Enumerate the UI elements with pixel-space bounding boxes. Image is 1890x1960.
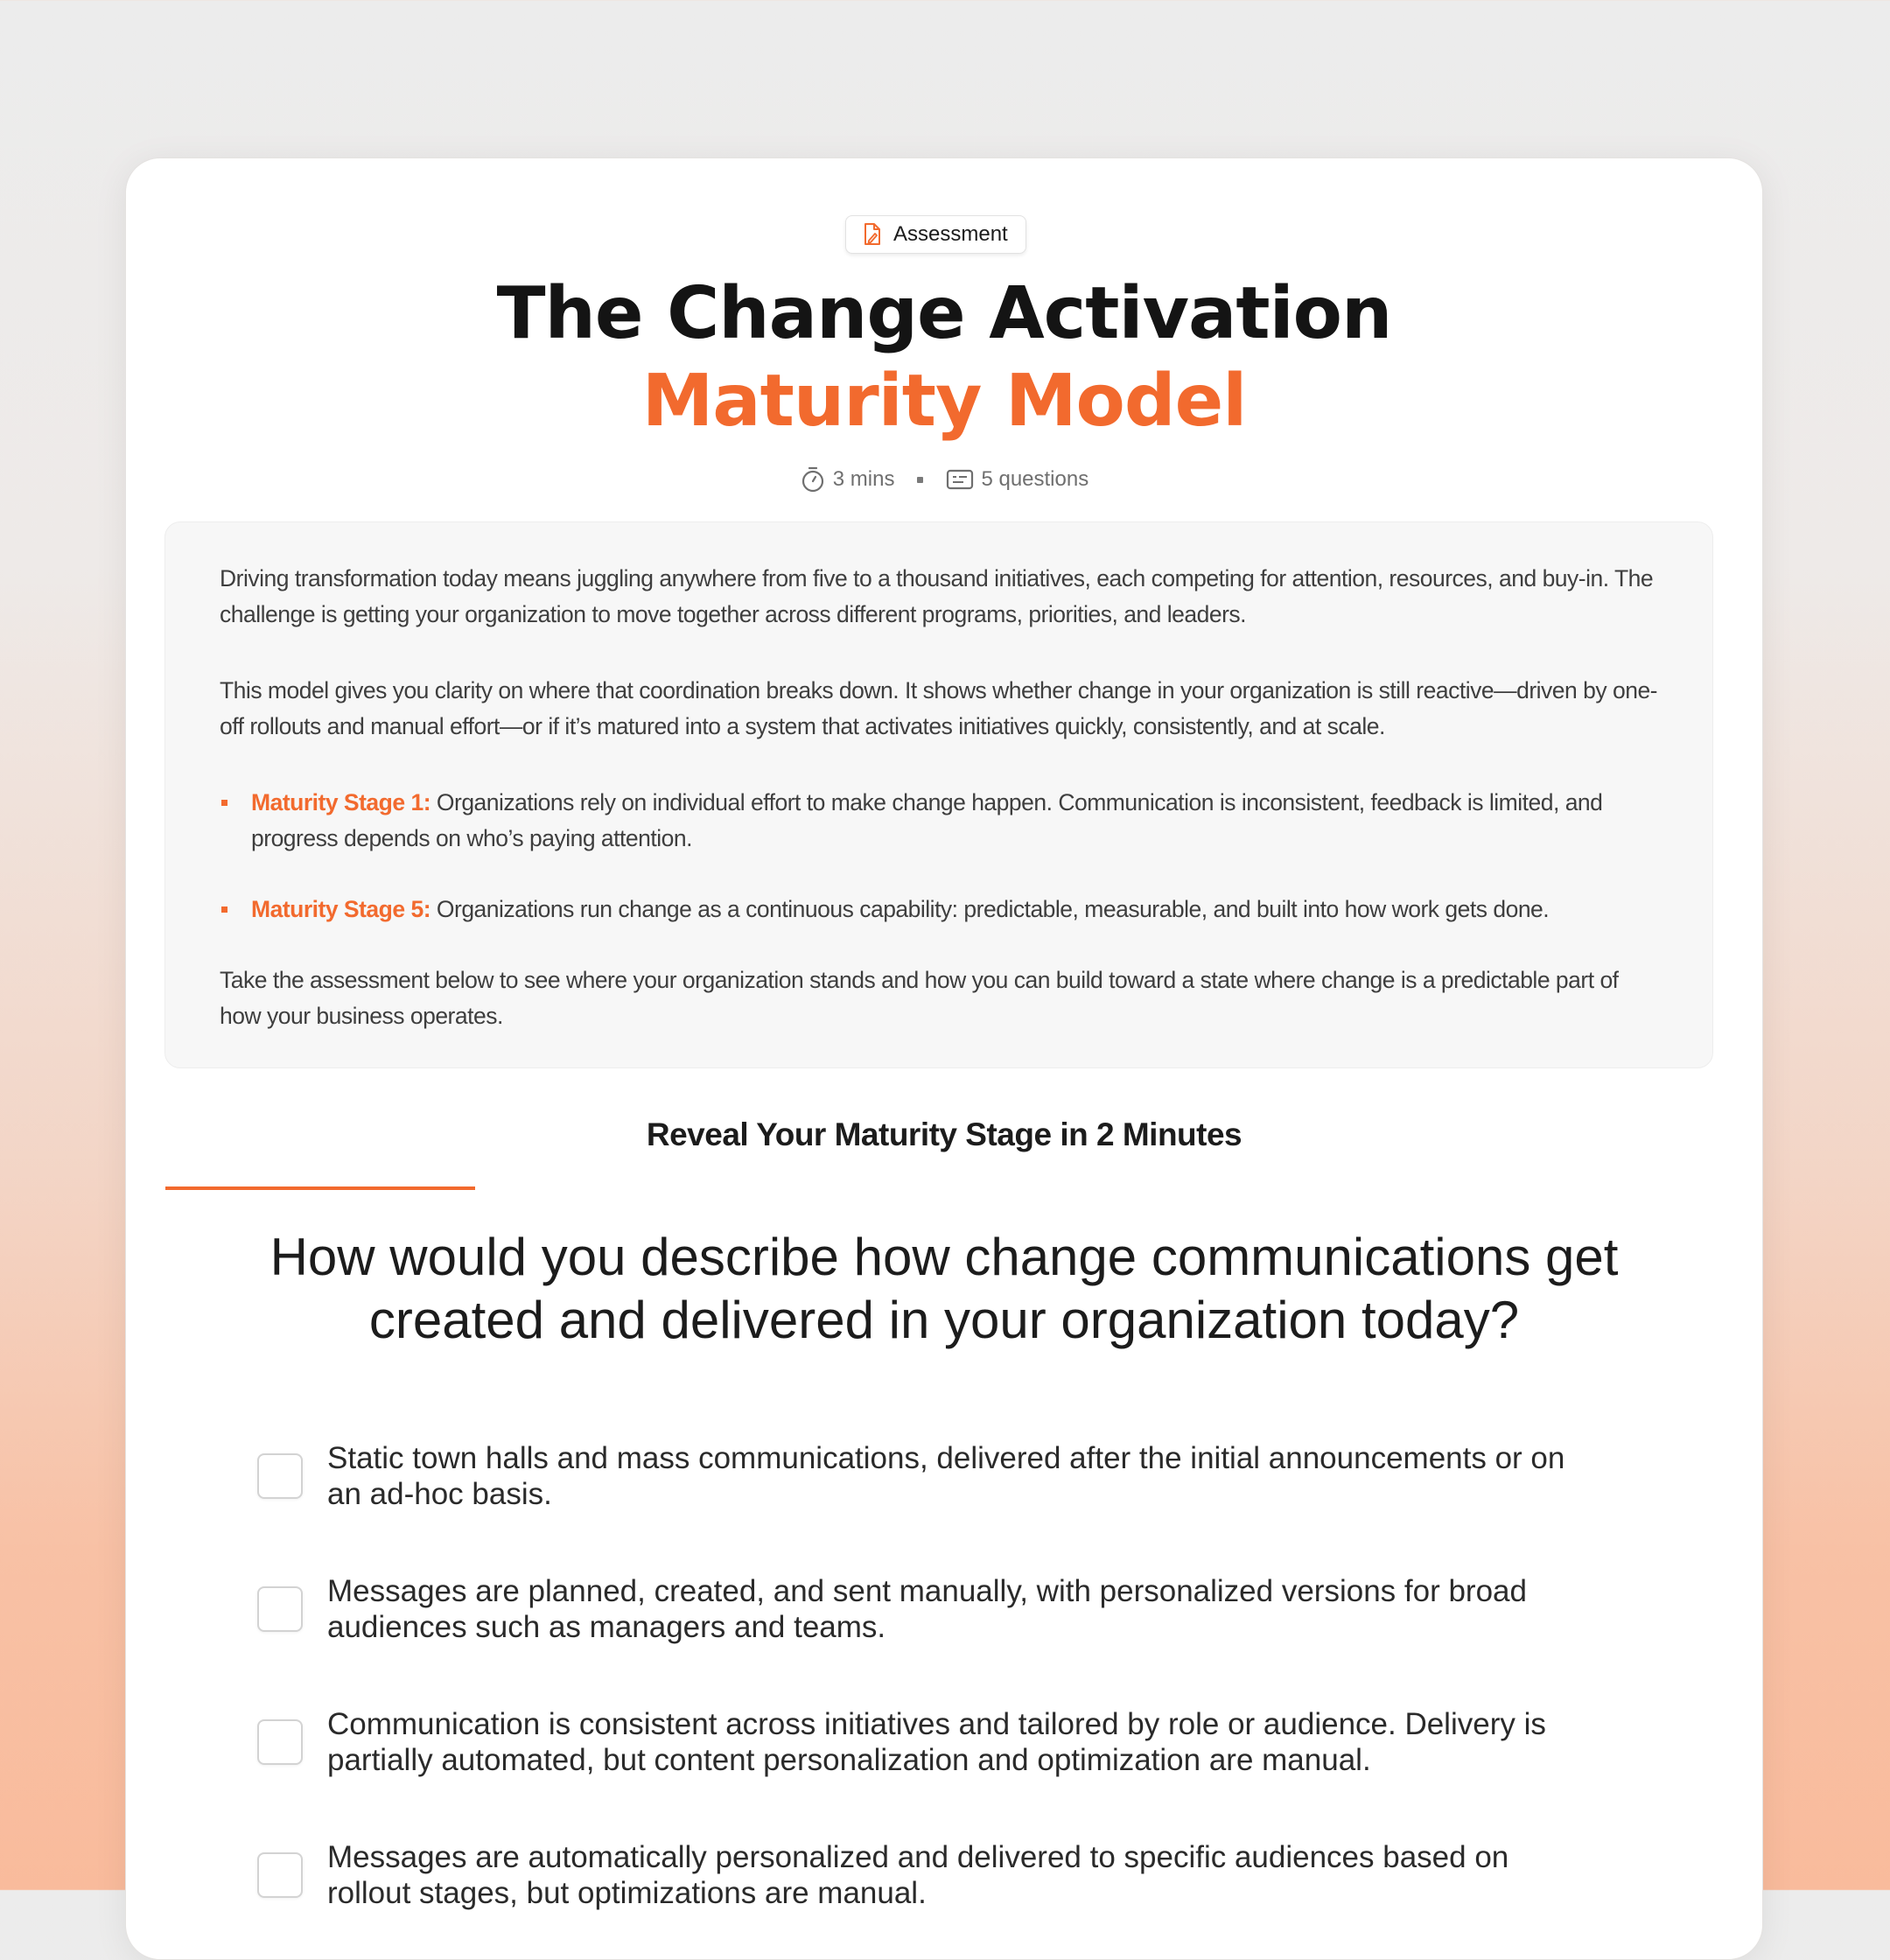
answer-option-text: Communication is consistent across initiatives and tailored by role or audience. Delivery is partially automated, but content personalization and optimization are manual.: [327, 1707, 1546, 1777]
quiz-progress-fill: [165, 1186, 475, 1190]
stage-item-1: [220, 785, 1662, 857]
answer-option-1[interactable]: [257, 1410, 1710, 1543]
meta-separator: [917, 477, 923, 483]
answer-checkbox[interactable]: [257, 1453, 303, 1499]
stopwatch-icon: [800, 466, 826, 494]
intro-panel: [164, 522, 1713, 1068]
quiz-progress-bar: [165, 1186, 1714, 1190]
duration-meta: [800, 466, 895, 494]
assessment-meta: [126, 462, 1762, 497]
intro-paragraph-2: This model gives you clarity on where that coordination breaks down. It shows whether change in your organization is still reactive—driven by one-off rollouts and manual effort—or if it’s matured into a system that activates initiatives quickly, consistently, and at scale.: [220, 677, 1658, 739]
title-line-2: Maturity Model: [641, 360, 1247, 443]
answer-options: [257, 1410, 1710, 1942]
document-pen-icon: [862, 222, 883, 247]
stage-item-5: [220, 892, 1662, 928]
answer-checkbox[interactable]: [257, 1852, 303, 1898]
stage-5-text: Organizations run change as a continuous capability: predictable, measurable, and built into how work gets done.: [430, 896, 1550, 922]
answer-checkbox[interactable]: [257, 1586, 303, 1632]
answer-option-text: Messages are automatically personalized and delivered to specific audiences based on rollout stages, but optimizations are manual.: [327, 1840, 1509, 1910]
assessment-card: [125, 158, 1763, 1960]
duration-text: 3 mins: [832, 467, 895, 491]
question-list-icon: [946, 468, 974, 491]
answer-option-2[interactable]: [257, 1543, 1710, 1676]
assessment-badge: [845, 215, 1026, 254]
stage-5-label: Maturity Stage 5:: [251, 896, 431, 922]
answer-checkbox[interactable]: [257, 1719, 303, 1765]
page-title: [126, 270, 1762, 445]
bullet-square-icon: [221, 800, 228, 806]
answer-option-text: Messages are planned, created, and sent manually, with personalized versions for broad audiences such as managers and teams.: [327, 1574, 1527, 1644]
questions-meta: [946, 467, 1088, 492]
stage-list: [220, 785, 1662, 928]
answer-option-4[interactable]: [257, 1809, 1710, 1942]
answer-option-3[interactable]: [257, 1676, 1710, 1809]
stage-1-text: Organizations rely on individual effort to make change happen. Communication is inconsistent, feedback is limited, and progress depends on who’s paying attention.: [251, 789, 1603, 851]
questions-count-text: 5 questions: [981, 467, 1089, 491]
quiz-heading: Reveal Your Maturity Stage in 2 Minutes: [646, 1116, 1242, 1152]
badge-label: Assessment: [893, 222, 1008, 246]
bullet-square-icon: [221, 906, 228, 913]
intro-paragraph-1: Driving transformation today means juggling anywhere from five to a thousand initiatives, each competing for attention, resources, and buy-in. The challenge is getting your organization to move together across different programs, priorities, and leaders.: [220, 565, 1654, 627]
title-line-1: The Change Activation: [496, 272, 1392, 355]
quiz-question: How would you describe how change communications get created and delivered in your organization today?: [270, 1228, 1619, 1349]
answer-option-text: Static town halls and mass communications, delivered after the initial announcements or on an ad-hoc basis.: [327, 1441, 1565, 1511]
stage-1-label: Maturity Stage 1:: [251, 789, 431, 816]
intro-paragraph-3: Take the assessment below to see where your organization stands and how you can build toward a state where change is a predictable part of how your business operates.: [220, 967, 1619, 1029]
